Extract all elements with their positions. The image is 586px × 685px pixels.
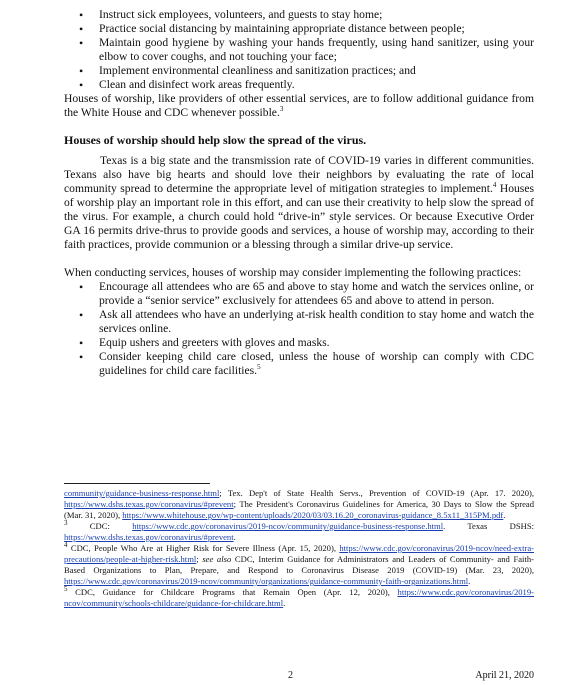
list-item: • Equip ushers and greeters with gloves and masks. (99, 336, 534, 350)
section-heading: Houses of worship should help slow the spread of the virus. (64, 133, 367, 147)
document-date: April 21, 2020 (475, 670, 534, 681)
footnote-ref-3[interactable]: 3 (279, 105, 284, 114)
footnote-text: ; The President's Coronavirus Guidelines for America, 30 Days to Slow the Spread (Mar. 31, 2020), (64, 499, 534, 520)
guidance-paragraph (64, 92, 534, 120)
footnote-number: 3 (64, 519, 68, 528)
footnote-text: CDC: (67, 521, 133, 531)
practices-bullet-list (64, 280, 534, 378)
footnote-ref-5[interactable]: 5 (257, 363, 261, 372)
footnote-link[interactable]: https://www.cdc.gov/coronavirus/2019-ncov/need-extra-precautions/people-at-higher-risk.html (64, 543, 534, 564)
footnote-link[interactable]: https://www.cdc.gov/coronavirus/2019-ncov/community/organizations/guidance-community-faith-organizations.html (64, 576, 469, 586)
footnote-text: . Texas DSHS: (443, 521, 534, 531)
footnotes (64, 488, 534, 609)
footnote-link[interactable]: https://www.whitehouse.gov/wp-content/uploads/2020/03/03.16.20_coronavirus-guidance_8.5x11_315PM.pdf (122, 510, 504, 520)
footnote-text: CDC, People Who Are at Higher Risk for Severe Illness (Apr. 15, 2020), (67, 543, 340, 553)
list-item: • Implement environmental cleanliness and sanitization practices; and (99, 64, 534, 78)
footnote-number: 4 (64, 541, 68, 550)
footnote-text: . (468, 576, 471, 586)
footnote-link[interactable]: https://www.dshs.texas.gov/coronavirus/#prevent (64, 499, 234, 509)
footnote-3 (64, 521, 534, 543)
texas-paragraph (64, 154, 534, 252)
footnote-link[interactable]: https://www.cdc.gov/coronavirus/2019-ncov/community/guidance-business-response.html (132, 521, 444, 531)
footnote-text: ; (196, 554, 203, 564)
last-bullet-text: Consider keeping child care closed, unless the house of worship can comply with CDC guidelines for child care facilities. (99, 350, 534, 377)
guidance-text: Houses of worship, like providers of other essential services, are to follow additional guidance from the White House and CDC whenever possible. (64, 92, 534, 119)
footnote-number: 5 (64, 585, 68, 594)
list-item: • Practice social distancing by maintaining appropriate distance between people; (99, 22, 534, 36)
list-item: • Clean and disinfect work areas frequently. (99, 78, 534, 92)
footnote-text: CDC, Interim Guidance for Administrators and Leaders of Community- and Faith-Based Organizations to Plan, Prepare, and Respond to Coronavirus Disease 2019 (COVID-19) (Mar. 23, 2020), (64, 554, 534, 575)
hygiene-bullet-list (64, 8, 534, 92)
footnote-text: . (283, 598, 286, 608)
practices-intro: When conducting services, houses of worship may consider implementing the following practices: (64, 266, 522, 279)
texas-text-b: Houses of worship play an important role in this effort, and can use their creativity to help slow the spread of the virus. For example, a church could hold “drive-in” style services. Or because Executive Order GA 16 permits drive-thrus to provide goods and services, a house of worship may, according to their faith practices, provide communion or a blessing through a similar drive-up service. (64, 182, 534, 251)
footnote-text: . (233, 532, 236, 542)
footnote-link[interactable]: community/guidance-business-response.html (64, 488, 220, 498)
footnote-5 (64, 587, 534, 609)
list-item (99, 350, 534, 378)
list-item: • Encourage all attendees who are 65 and above to stay home and watch the services online, or provide a “senior service” exclusively for attendees 65 and above to attend in person. (99, 280, 534, 308)
footnote-text: CDC, Guidance for Childcare Programs that Remain Open (Apr. 12, 2020), (67, 587, 398, 597)
page-body (64, 8, 534, 378)
footnote-link[interactable]: https://www.dshs.texas.gov/coronavirus/#prevent (64, 532, 234, 542)
texas-text-a: Texas is a big state and the transmission rate of COVID-19 varies in different communities. Texans also have big hearts and should love their neighbors by evaluating the rate of local community spread to determine the appropriate level of mitigation strategies to implement. (64, 154, 534, 195)
footnote-signal: see also (202, 554, 232, 564)
footnote-link[interactable]: https://www.cdc.gov/coronavirus/2019-ncov/community/schools-childcare/guidance-for-childcare.html (64, 587, 534, 608)
list-item: • Maintain good hygiene by washing your hands frequently, using hand sanitizer, using your elbow to cover coughs, and not touching your face; (99, 36, 534, 64)
footnote-4 (64, 543, 534, 587)
list-item: • Ask all attendees who have an underlying at-risk health condition to stay home and watch the services online. (99, 308, 534, 336)
footnote-text: . (503, 510, 506, 520)
list-item: • Instruct sick employees, volunteers, and guests to stay home; (99, 8, 534, 22)
footnote-text: ; Tex. Dep't of State Health Servs., Prevention of COVID-19 (Apr. 17. 2020), (219, 488, 534, 498)
page-number: 2 (288, 670, 293, 681)
footnote-ref-4[interactable]: 4 (492, 181, 497, 190)
footnote-separator (64, 483, 210, 484)
footnote-continued (64, 488, 534, 521)
